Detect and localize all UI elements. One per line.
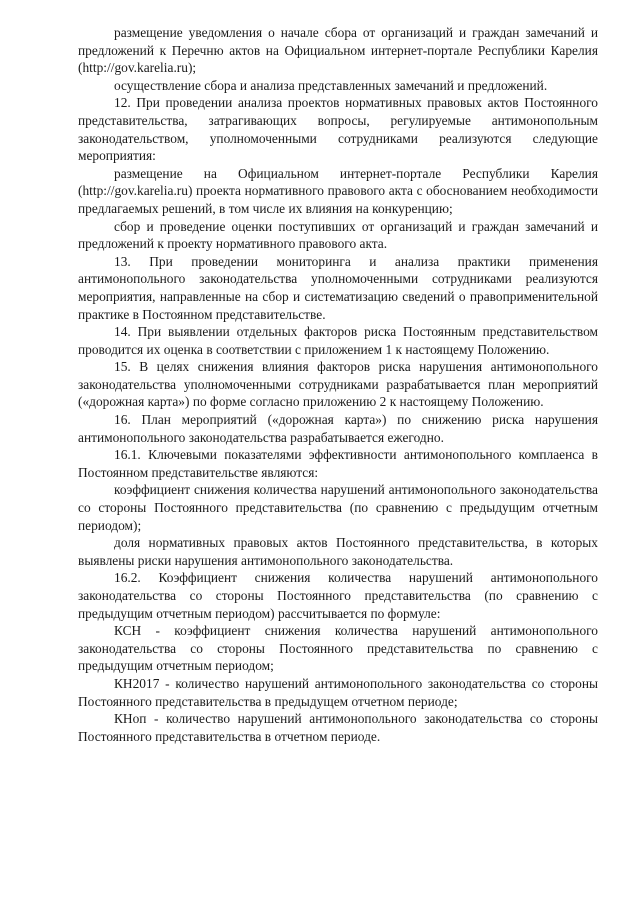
- paragraph-collection-analysis: осуществление сбора и анализа представленных замечаний и предложений.: [114, 77, 548, 93]
- paragraph-16-2: 16.2. Коэффициент снижения количества нарушений антимонопольного законодательства со стороны Постоянного представительства (по сравнению с предыдущим отчетным периодом) рассчитывается по формуле:: [78, 570, 598, 621]
- paragraph-16-1: 16.1. Ключевыми показателями эффективности антимонопольного комплаенса в Постоянном представительстве являются:: [78, 447, 598, 480]
- document-page: [78, 24, 598, 745]
- paragraph-draft-evaluation: сбор и проведение оценки поступивших от организаций и граждан замечаний и предложений к проекту нормативного правового акта.: [78, 218, 598, 252]
- paragraph-kn2017-definition: КН2017 - количество нарушений антимонопольного законодательства со стороны Постоянного представительства в предыдущем отчетном периоде;: [78, 675, 598, 709]
- paragraph-ksn-definition: КСН - коэффициент снижения количества нарушений антимонопольного законодательства со стороны Постоянного представительства по сравнению с предыдущим отчетным периодом;: [78, 623, 598, 674]
- paragraph-notice-placement: размещение уведомления о начале сбора от организаций и граждан замечаний и предложений к Перечню актов на Официальном интернет-портале Республики Карелия (http://gov.karelia.ru);: [78, 25, 598, 76]
- paragraph-draft-placement: размещение на Официальном интернет-портале Республики Карелия (http://gov.karelia.ru) проекта нормативного правового акта с обоснованием необходимости предлагаемых решений, в том числе их влияния на конкуренцию;: [78, 165, 598, 216]
- paragraph-kpi-coefficient: коэффициент снижения количества нарушений антимонопольного законодательства со стороны Постоянного представительства (по сравнению с предыдущим отчетным периодом);: [78, 482, 598, 533]
- paragraph-15: 15. В целях снижения влияния факторов риска нарушения антимонопольного законодательства уполномоченными сотрудниками разрабатывается план мероприятий («дорожная карта») по форме согласно приложению 2 к настоящему Положению.: [78, 359, 598, 410]
- paragraph-12: 12. При проведении анализа проектов нормативных правовых актов Постоянного представительства, затрагивающих вопросы, регулируемые антимонопольным законодательством, уполномоченными сотрудниками реализуются следующие мероприятия:: [78, 95, 598, 164]
- paragraph-14: 14. При выявлении отдельных факторов риска Постоянным представительством проводится их оценка в соответствии с приложением 1 к настоящему Положению.: [78, 324, 598, 357]
- paragraph-13: 13. При проведении мониторинга и анализа практики применения антимонопольного законодательства уполномоченными сотрудниками реализуются мероприятия, направленные на сбор и систематизацию сведений о правоприменительной практике в Постоянном представительстве.: [78, 253, 598, 322]
- paragraph-16: 16. План мероприятий («дорожная карта») по снижению риска нарушения антимонопольного законодательства разрабатывается ежегодно.: [78, 412, 598, 445]
- paragraph-kpi-share: доля нормативных правовых актов Постоянного представительства, в которых выявлены риски нарушения антимонопольного законодательства.: [78, 535, 598, 568]
- paragraph-knop-definition: КНоп - количество нарушений антимонопольного законодательства со стороны Постоянного представительства в отчетном периоде.: [78, 711, 598, 744]
